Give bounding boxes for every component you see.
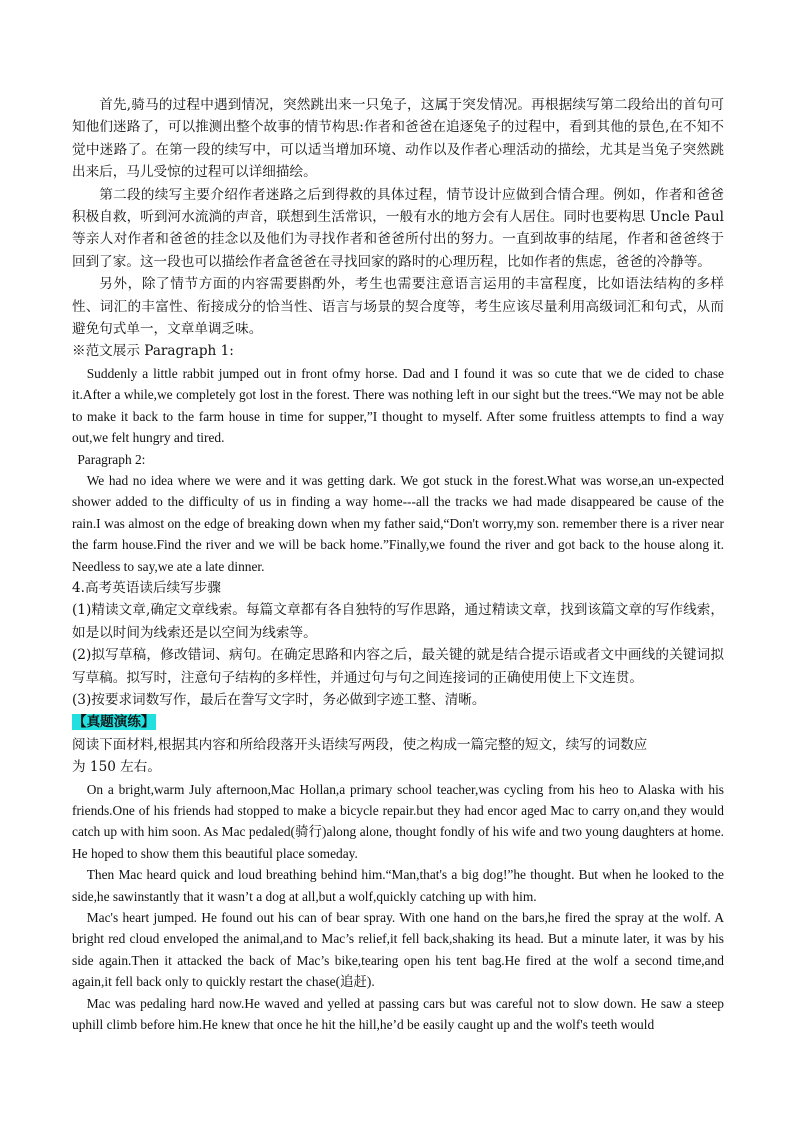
story-paragraph-4: Mac was pedaling hard now.He waved and yelled at passing cars but was careful not to slow down. He saw a steep uphill climb before him.He knew that once he hit the hill,he’d be easily caught up and the wolf's teeth would: [72, 995, 724, 1033]
exercise-instruction-2: 为 150 左右。: [72, 759, 161, 776]
exercise-tag-line: [72, 711, 724, 733]
analysis-paragraph-3: 另外，除了情节方面的内容需要斟酌外，考生也需要注意语言运用的丰富程度，比如语法结构的多样性、词汇的丰富性、衔接成分的恰当性、语言与场景的契合度等，考生应该尽量利用高级词汇和句式，从而避免句式单一，文章单调乏味。: [72, 276, 724, 338]
sample-heading-2: Paragraph 2:: [77, 451, 146, 467]
step-1: (1)精读文章,确定文章线索。每篇文章都有各自独特的写作思路，通过精读文章，找到该篇文章的写作线索，如是以时间为线索还是以空间为线索等。: [72, 602, 724, 641]
story-paragraph-1: On a bright,warm July afternoon,Mac Hollan,a primary school teacher,was cycling from his heo to Alaska with his friends.One of his friends had stopped to make a bicycle repair.but they had encor aged Mac to carry on,and they would catch up with him soon. As Mac pedaled(骑行)along alone, thought fondly of his wife and two young daughters at home. He hoped to show them this beautiful place someday.: [72, 781, 724, 861]
story-paragraph-3: Mac's heart jumped. He found out his can of bear spray. With one hand on the bars,he fired the spray at the wolf. A bright red cloud enveloped the animal,and to Mac’s relief,it fell back,shaking its head. But a minute later, it was by his side again.Then it attacked the back of Mac’s bike,tearing open his tent bag.He fired at the wolf a second time,and again,it fell back only to quickly restart the chase(追赶).: [72, 910, 724, 990]
step-3: (3)按要求词数写作，最后在誊写文字时，务必做到字迹工整、清晰。: [72, 691, 486, 708]
exercise-tag: 【真题演练】: [73, 714, 155, 731]
document-page: [72, 94, 724, 1035]
sample-heading: ※范文展示 Paragraph 1:: [72, 343, 234, 360]
analysis-paragraph-2: 第二段的续写主要介绍作者迷路之后到得救的具体过程，情节设计应做到合情合理。例如，作者和爸爸积极自救，听到河水流淌的声音，联想到生活常识，一般有水的地方会有人居住。同时也要构思 Uncle Paul 等亲人对作者和爸爸的挂念以及他们为寻找作者和爸爸所付出的努力。一直到故事的结尾，作者和爸爸终于回到了家。这一段也可以描绘作者盒爸爸在寻找回家的路时的心理历程，比如作者的焦虑，爸爸的冷静等。: [72, 186, 724, 270]
step-2: (2)拟写草稿，修改错词、病句。在确定思路和内容之后，最关键的就是结合提示语或者文中画线的关键词拟写草稿。拟写时，注意句子结构的多样性，并通过句与句之间连接词的正确使用使上下文连贯。: [72, 647, 724, 686]
analysis-paragraph-1: 首先,骑马的过程中遇到情况，突然跳出来一只兔子，这属于突发情况。再根据续写第二段给出的首句可知他们迷路了，可以推测出整个故事的情节构思:作者和爸爸在追逐兔子的过程中，看到其他的景色,在不知不觉中迷路了。在第一段的续写中，可以适当增加环境、动作以及作者心理活动的描绘，尤其是当兔子突然跳出来后，马儿受惊的过程可以详细描绘。: [72, 97, 724, 181]
story-paragraph-2: Then Mac heard quick and loud breathing behind him.“Man,that's a big dog!”he thought. But when he looked to the side,he sawinstantly that it wasn’t a dog at all,but a wolf,quickly catching up with him.: [72, 867, 724, 904]
steps-title: 4.高考英语读后续写步骤: [72, 579, 221, 596]
sample-paragraph-1: Suddenly a little rabbit jumped out in front ofmy horse. Dad and I found it was so cute that we de cided to chase it.After a while,we completely got lost in the forest. There was nothing left in our sight but the trees.“We may not be able to make it back to the farm house in time for supper,”I thought to myself. After some fruitless attempts to find a way out,we felt hungry and tired.: [72, 365, 724, 446]
exercise-instruction-1: 阅读下面材料,根据其内容和所给段落开头语续写两段，使之构成一篇完整的短文，续写的词数应: [72, 736, 648, 753]
sample-paragraph-2: We had no idea where we were and it was getting dark. We got stuck in the forest.What was worse,an un-expected shower added to the difficulty of us in finding a way home---all the tracks we had made disappeared be cause of the rain.I was almost on the edge of breaking down when my father said,“Don't worry,my son. remember there is a river near the farm house.Find the river and we will be back home.”Finally,we found the river and got back to the house along it. Needless to say,we ate a late dinner.: [72, 472, 724, 574]
